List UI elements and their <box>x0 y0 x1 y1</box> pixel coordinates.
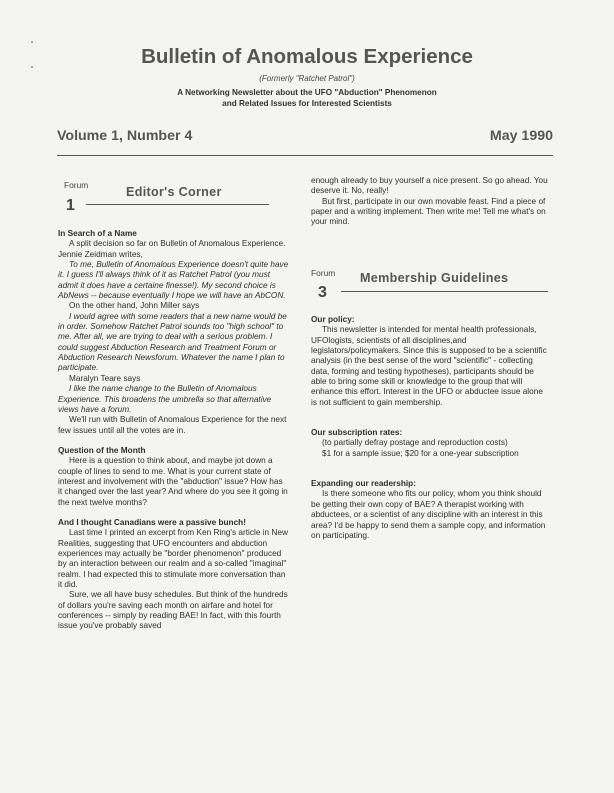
scan-speck <box>31 41 33 43</box>
forum-3-label: Forum <box>311 268 336 278</box>
forum-3-number: 3 <box>318 284 327 301</box>
heading-search-name: In Search of a Name <box>58 229 137 238</box>
tagline-line-1: A Networking Newsletter about the UFO "Abduction" Phenomenon <box>177 88 437 97</box>
paragraph: On the other hand, John Miller says <box>69 301 200 311</box>
heading-question-month: Question of the Month <box>58 445 146 455</box>
quote-teare: I like the name change to the Bulletin of Anomalous Experience. This broadens the umbrella so that alternative views have a forum. <box>58 384 272 414</box>
forum-3-rule <box>341 291 548 292</box>
paragraph: Last time I printed an excerpt from Ken Ring's article in New Realities, suggesting that UFO encounters and abduction experiences may actually be "border phenomenon" produced by an interaction between our realm and a so-called "imaginal" realm. I had expected this to stimulate more conversation than it did. <box>58 528 288 589</box>
editors-corner-title: Editor's Corner <box>126 185 222 199</box>
quote-zeidman: To me, Bulletin of Anomalous Experience doesn't quite have it. I guess I'll always think of it as Ratchet Patrol (you must admit it does have a certaine finesse!). My second choice is AbNews -- because eventually I hope we will have an AbCON. <box>58 260 289 301</box>
masthead-formerly: (Formerly "Ratchet Patrol") <box>259 74 355 83</box>
paragraph: Maralyn Teare says <box>69 373 141 383</box>
volume-number: Volume 1, Number 4 <box>57 128 193 144</box>
right-column-membership <box>311 315 548 541</box>
issue-date: May 1990 <box>489 128 553 144</box>
paragraph: But first, participate in our own movable feast. Find a piece of paper and a writing implement. Then write me! Tell me what's on your mind. <box>311 196 546 227</box>
quote-miller: I would agree with some readers that a new name would be in order. Somehow Ratchet Patrol sounds too "high school" to me. After all, we are trying to deal with a serious problem. I could suggest Abduction Research and Treatment Forum or Abduction Research Newsforum. Whatever the name I plan to participate. <box>58 311 287 373</box>
forum-1-number: 1 <box>66 197 75 214</box>
tagline-line-2: and Related Issues for Interested Scientists <box>222 98 392 108</box>
masthead-rule <box>57 155 553 156</box>
rates-price: $1 for a sample issue; $20 for a one-year subscription <box>322 448 519 458</box>
paragraph: Sure, we all have busy schedules. But think of the hundreds of dollars you're saving each month on airfare and hotel for conferences -- simply by reading BAE! In fact, with this fourth issue you've probably saved <box>58 590 288 631</box>
paragraph: This newsletter is intended for mental health professionals, UFOlogists, scientists of all disciplines,and legislators/policymakers. Since this is supposed to be a scientific analysis (in the best sense of the word "scientific" - collecting data, forming and testing hypotheses), participants should be able to bring some skill or knowledge to the group that will enhance this effort. Interest in the UFO or abductee issue alone is not sufficient to gain membership. <box>311 325 547 407</box>
paragraph: We'll run with Bulletin of Anomalous Experience for the next few issues until all the votes are in. <box>58 415 287 435</box>
right-column-continuation <box>311 176 548 228</box>
masthead-title: Bulletin of Anomalous Experience <box>141 45 473 68</box>
forum-1-rule <box>86 204 269 205</box>
heading-expanding: Expanding our readership: <box>311 479 416 489</box>
membership-title: Membership Guidelines <box>360 271 509 285</box>
masthead-tagline <box>0 88 614 109</box>
heading-canadians: And I thought Canadians were a passive bunch! <box>58 517 246 527</box>
paragraph: enough already to buy yourself a nice present. So go ahead. You deserve it. No, really! <box>311 176 548 196</box>
left-column <box>58 229 289 632</box>
paragraph: A split decision so far on Bulletin of Anomalous Experience. Jennie Zeidman writes, <box>58 239 286 259</box>
heading-policy: Our policy: <box>311 315 355 324</box>
paragraph: Here is a question to think about, and maybe jot down a couple of lines to send to me. What is your current state of interest and involvement with the "abduction" issue? How has it changed over the last year? And where do you see it going in the next twelve months? <box>58 456 288 507</box>
forum-1-label: Forum <box>64 180 89 190</box>
paragraph: Is there someone who fits our policy, whom you think should be getting their own copy of BAE? A therapist working with abductees, or a scientist of any discipline with an interest in this area? I'd be happy to send them a sample copy, and information on participating. <box>311 489 546 540</box>
rates-note: (to partially defray postage and reproduction costs) <box>322 438 508 448</box>
heading-rates: Our subscription rates: <box>311 428 403 438</box>
